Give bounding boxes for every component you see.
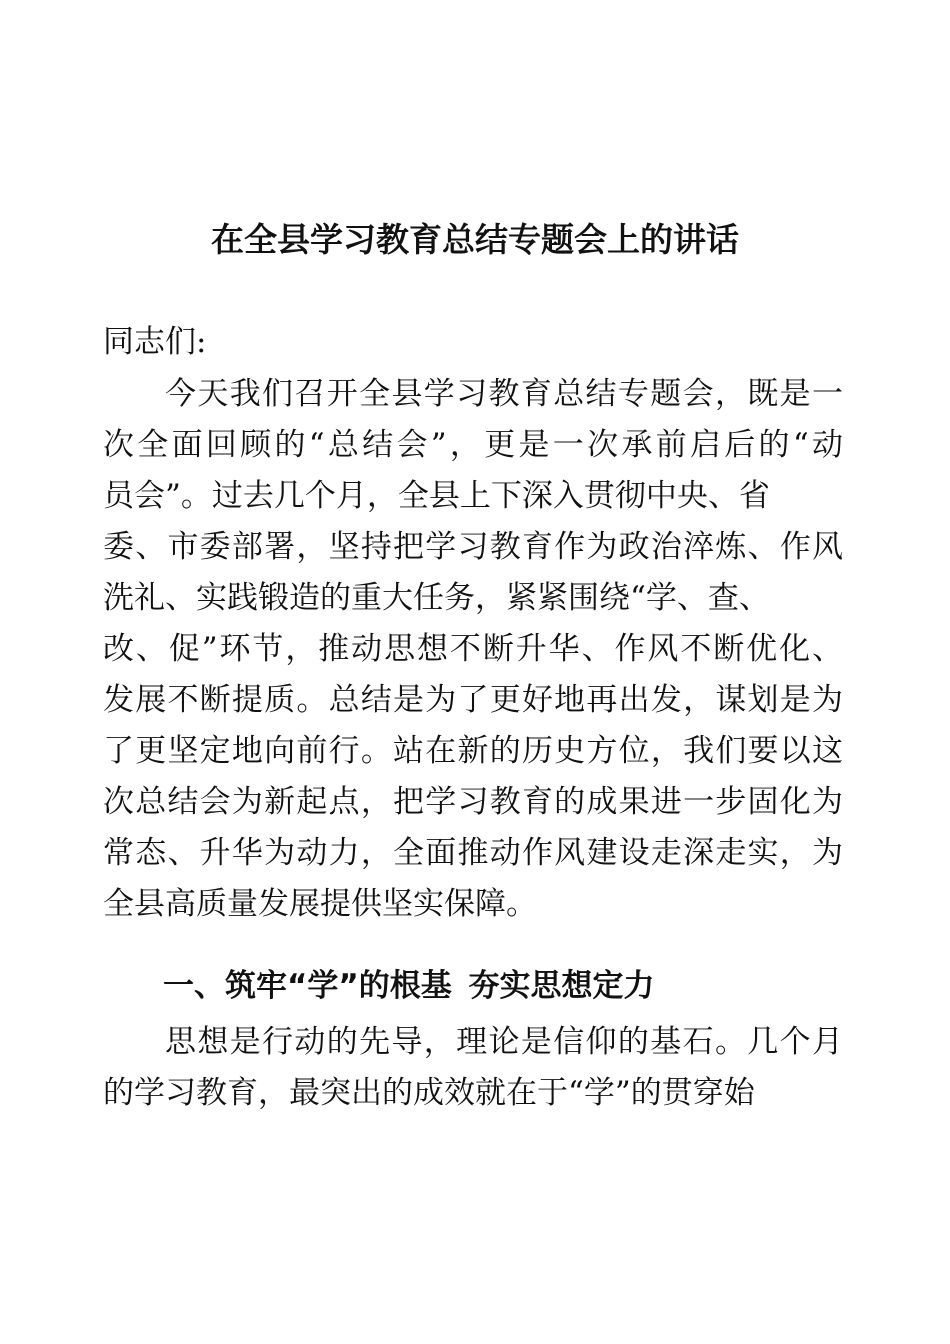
intro-line: 员会”。过去几个月，全县上下深入贯彻中央、省 (103, 478, 770, 514)
body-line: 的学习教育，最突出的成效就在于“学”的贯穿始 (103, 1075, 755, 1111)
document-title: 在全县学习教育总结专题会上的讲话 (211, 220, 739, 259)
intro-line: 改、促”环节，推动思想不断升华、作风不断优化、 (103, 631, 843, 667)
body-line: 思想是行动的先导，理论是信仰的基石。几个月 (165, 1024, 843, 1060)
intro-line: 全县高质量发展提供坚实保障。 (103, 886, 537, 922)
section-heading: 一、筑牢“学”的根基 夯实思想定力 (163, 968, 655, 1004)
intro-line: 今天我们召开全县学习教育总结专题会，既是一 (165, 376, 843, 412)
intro-line: 委、市委部署，坚持把学习教育作为政治淬炼、作风 (103, 529, 843, 565)
intro-line: 常态、升华为动力，全面推动作风建设走深走实，为 (103, 835, 843, 871)
intro-line: 洗礼、实践锻造的重大任务，紧紧围绕“学、查、 (103, 580, 770, 616)
salutation: 同志们: (103, 324, 207, 360)
intro-line: 了更坚定地向前行。站在新的历史方位，我们要以这 (103, 733, 843, 769)
intro-line: 次总结会为新起点，把学习教育的成果进一步固化为 (103, 784, 843, 820)
intro-line: 发展不断提质。总结是为了更好地再出发，谋划是为 (103, 682, 843, 718)
intro-line: 次全面回顾的“总结会”，更是一次承前启后的“动 (103, 427, 843, 463)
